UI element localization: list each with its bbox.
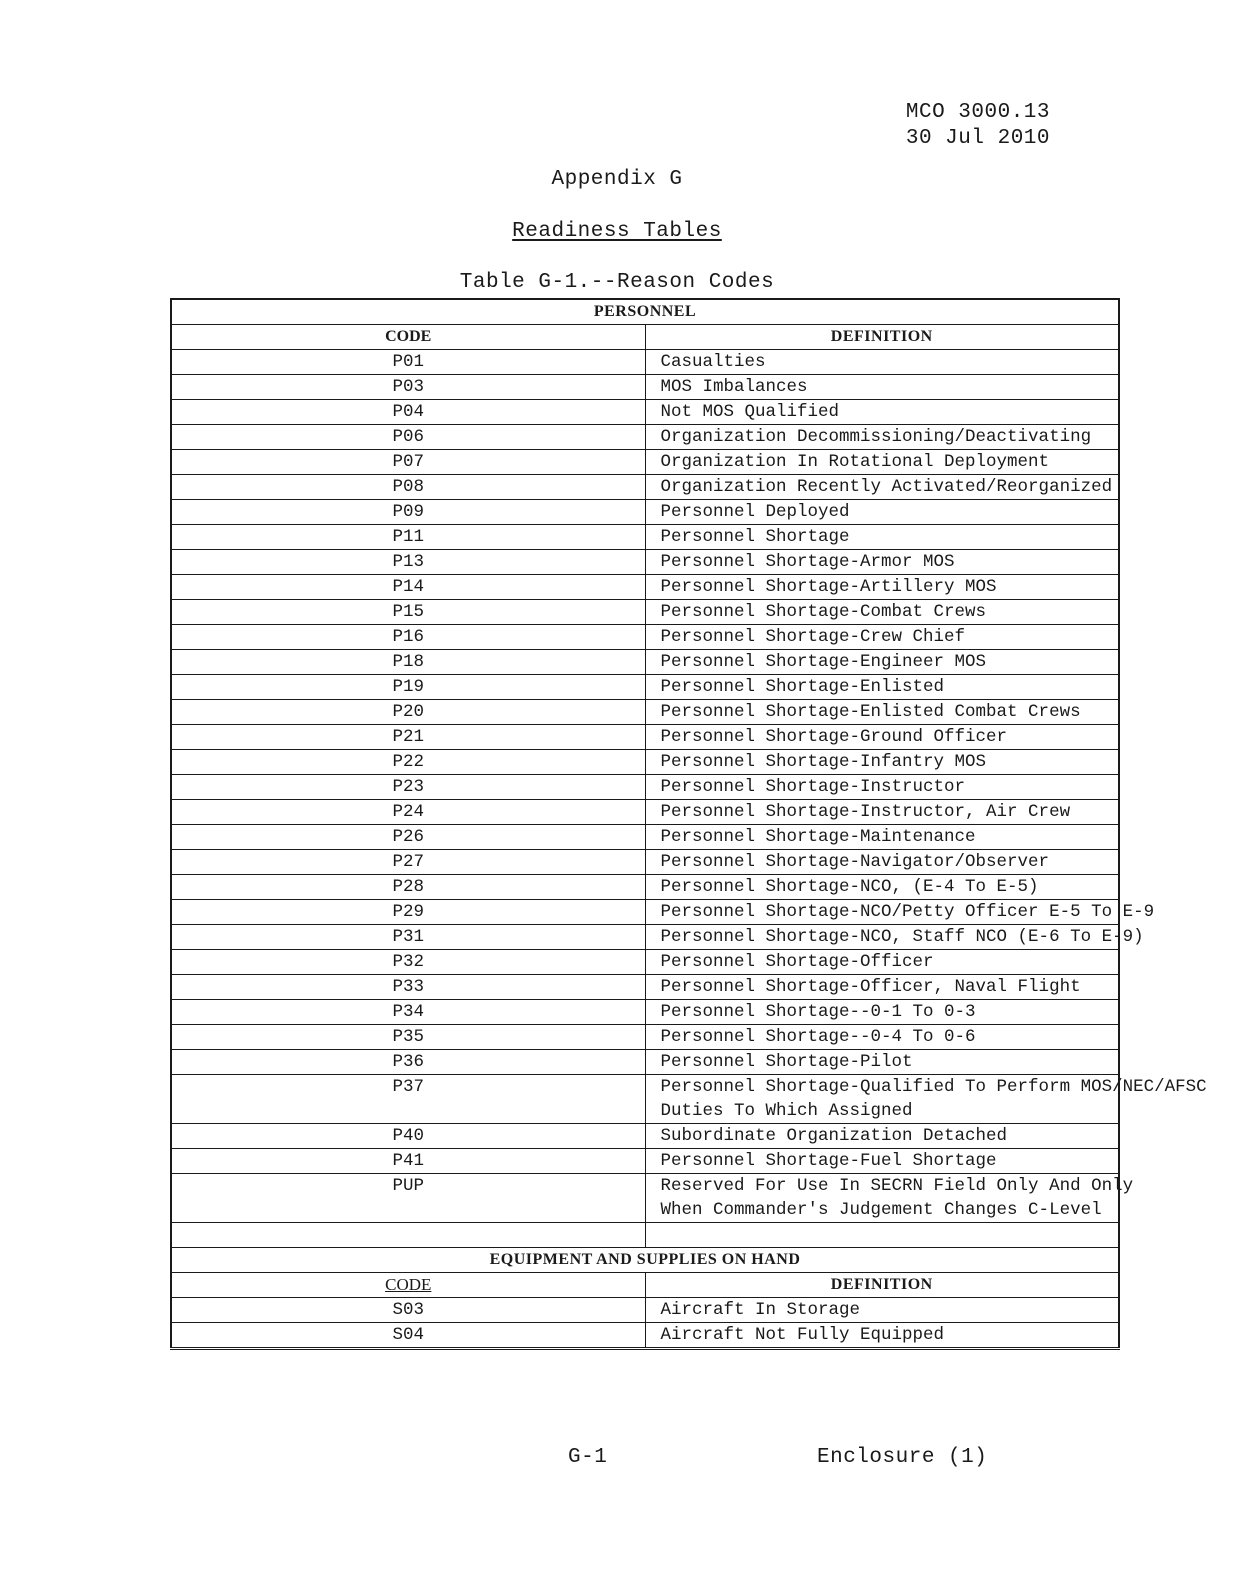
reason-code: PUP: [171, 1174, 645, 1223]
personnel-heading: PERSONNEL: [171, 299, 1119, 325]
table-row: [171, 950, 1119, 975]
table-row: [171, 550, 1119, 575]
reason-definition: Personnel Shortage-NCO/Petty Officer E-5 To E-9: [645, 900, 1119, 925]
reason-code: P22: [171, 750, 645, 775]
reason-definition: MOS Imbalances: [645, 375, 1119, 400]
reason-definition: Personnel Shortage-Enlisted: [645, 675, 1119, 700]
definition-line: When Commander's Judgement Changes C-Level: [660, 1200, 1102, 1220]
reason-definition: Organization Recently Activated/Reorganized: [645, 475, 1119, 500]
reason-definition: Personnel Shortage-Armor MOS: [645, 550, 1119, 575]
reason-definition: Personnel Shortage: [645, 525, 1119, 550]
table-row: [171, 825, 1119, 850]
table-row: [171, 900, 1119, 925]
appendix-title: Appendix G: [551, 168, 683, 191]
reason-definition: Personnel Shortage-Combat Crews: [645, 600, 1119, 625]
reason-definition: Personnel Shortage-Fuel Shortage: [645, 1149, 1119, 1174]
reason-definition: Personnel Shortage-Enlisted Combat Crews: [645, 700, 1119, 725]
reason-code: P11: [171, 525, 645, 550]
table-row: [171, 500, 1119, 525]
reason-definition: Organization Decommissioning/Deactivating: [645, 425, 1119, 450]
enclosure-label: Enclosure (1): [817, 1446, 988, 1469]
table-row: [171, 1149, 1119, 1174]
reason-code: P27: [171, 850, 645, 875]
reason-definition: Subordinate Organization Detached: [645, 1124, 1119, 1149]
reason-definition: Organization In Rotational Deployment: [645, 450, 1119, 475]
reason-code: P24: [171, 800, 645, 825]
reason-definition: Personnel Shortage-Officer: [645, 950, 1119, 975]
reason-code: P31: [171, 925, 645, 950]
reason-code: P32: [171, 950, 645, 975]
table-row: [171, 875, 1119, 900]
blank-cell: [171, 1223, 645, 1248]
reason-definition: Aircraft Not Fully Equipped: [645, 1322, 1119, 1348]
table-row: [171, 1025, 1119, 1050]
reason-code: P37: [171, 1075, 645, 1124]
table-row: [171, 1322, 1119, 1348]
reason-code: P01: [171, 350, 645, 375]
reason-codes-table: [170, 298, 1207, 1350]
reason-code: P07: [171, 450, 645, 475]
table-row: [171, 450, 1119, 475]
reason-code: P33: [171, 975, 645, 1000]
reason-definition: Personnel Shortage-Crew Chief: [645, 625, 1119, 650]
reason-code: P29: [171, 900, 645, 925]
equipment-heading-row: [171, 1247, 1119, 1272]
table-row: [171, 575, 1119, 600]
reason-definition: Personnel Shortage-Infantry MOS: [645, 750, 1119, 775]
reason-definition: Personnel Shortage-Pilot: [645, 1050, 1119, 1075]
table-row: [171, 725, 1119, 750]
reason-definition: Not MOS Qualified: [645, 400, 1119, 425]
reason-definition: Personnel Shortage--0-1 To 0-3: [645, 1000, 1119, 1025]
table-row: [171, 675, 1119, 700]
reason-definition: [645, 1075, 1207, 1124]
table-row: [171, 625, 1119, 650]
reason-code: P26: [171, 825, 645, 850]
table-row: [171, 700, 1119, 725]
reason-definition: Personnel Shortage-Artillery MOS: [645, 575, 1119, 600]
reason-code: P20: [171, 700, 645, 725]
table-row: [171, 775, 1119, 800]
reason-code: P19: [171, 675, 645, 700]
doc-number: MCO 3000.13: [905, 101, 1050, 124]
blank-row: [171, 1223, 1119, 1248]
reason-definition: [645, 1174, 1134, 1223]
reason-definition: Personnel Shortage-Instructor, Air Crew: [645, 800, 1119, 825]
table-row: [171, 1124, 1119, 1149]
personnel-heading-row: [171, 299, 1119, 325]
section-title: [0, 220, 1234, 243]
personnel-column-header-row: [171, 325, 1119, 350]
blank-cell: [645, 1223, 1119, 1248]
reason-definition: Personnel Shortage-NCO, (E-4 To E-5): [645, 875, 1119, 900]
table-row: [171, 850, 1119, 875]
table-row: [171, 525, 1119, 550]
reason-definition: Personnel Shortage-Ground Officer: [645, 725, 1119, 750]
table-title: Table G-1.--Reason Codes: [459, 271, 775, 294]
table-row: [171, 400, 1119, 425]
table-row: [171, 650, 1119, 675]
reason-definition: Personnel Deployed: [645, 500, 1119, 525]
personnel-definition-header: DEFINITION: [645, 325, 1119, 350]
reason-code: P34: [171, 1000, 645, 1025]
reason-code: P06: [171, 425, 645, 450]
table-row: [171, 375, 1119, 400]
reason-definition: Personnel Shortage-Maintenance: [645, 825, 1119, 850]
reason-definition: Personnel Shortage-Engineer MOS: [645, 650, 1119, 675]
reason-definition: Personnel Shortage-Navigator/Observer: [645, 850, 1119, 875]
table-row-p37: [171, 1075, 1119, 1124]
reason-code: P08: [171, 475, 645, 500]
table-row-pup: [171, 1174, 1119, 1223]
reason-definition: Personnel Shortage-NCO, Staff NCO (E-6 To E-9): [645, 925, 1119, 950]
reason-code: P04: [171, 400, 645, 425]
reason-code: P40: [171, 1124, 645, 1149]
reason-definition: Personnel Shortage-Officer, Naval Flight: [645, 975, 1119, 1000]
equipment-definition-header: DEFINITION: [645, 1272, 1119, 1297]
table-row: [171, 475, 1119, 500]
reason-code: S04: [171, 1322, 645, 1348]
equipment-heading: EQUIPMENT AND SUPPLIES ON HAND: [171, 1247, 1119, 1272]
reason-code: P14: [171, 575, 645, 600]
reason-code: P21: [171, 725, 645, 750]
document-identifier: [880, 100, 1050, 152]
table-row: [171, 750, 1119, 775]
reason-code: P35: [171, 1025, 645, 1050]
reason-code: P03: [171, 375, 645, 400]
reason-code: P23: [171, 775, 645, 800]
table-body: [171, 299, 1207, 1348]
reason-definition: Aircraft In Storage: [645, 1297, 1119, 1322]
definition-line: Duties To Which Assigned: [660, 1101, 913, 1121]
reason-definition: Personnel Shortage-Instructor: [645, 775, 1119, 800]
reason-code: P09: [171, 500, 645, 525]
table-row: [171, 350, 1119, 375]
reason-code: S03: [171, 1297, 645, 1322]
reason-code: P13: [171, 550, 645, 575]
table-row: [171, 1000, 1119, 1025]
reason-code: P15: [171, 600, 645, 625]
table-row: [171, 975, 1119, 1000]
page-number: G-1: [568, 1446, 608, 1469]
reason-code: P36: [171, 1050, 645, 1075]
equipment-column-header-row: [171, 1272, 1119, 1297]
table-row: [171, 1050, 1119, 1075]
table-row: [171, 600, 1119, 625]
reason-definition: Personnel Shortage--0-4 To 0-6: [645, 1025, 1119, 1050]
doc-date: 30 Jul 2010: [905, 127, 1050, 150]
definition-line: Personnel Shortage-Qualified To Perform MOS/NEC/AFSC: [660, 1077, 1207, 1097]
definition-line: Reserved For Use In SECRN Field Only And Only: [660, 1176, 1134, 1196]
reason-code: P18: [171, 650, 645, 675]
reason-definition: Casualties: [645, 350, 1119, 375]
section-title-text: Readiness Tables: [512, 220, 722, 243]
personnel-code-header: CODE: [171, 325, 645, 350]
reason-code: P28: [171, 875, 645, 900]
reason-code: P41: [171, 1149, 645, 1174]
table-row: [171, 1297, 1119, 1322]
reason-code: P16: [171, 625, 645, 650]
table-row: [171, 425, 1119, 450]
table-row: [171, 800, 1119, 825]
table-row: [171, 925, 1119, 950]
equipment-code-header: CODE: [171, 1272, 645, 1297]
